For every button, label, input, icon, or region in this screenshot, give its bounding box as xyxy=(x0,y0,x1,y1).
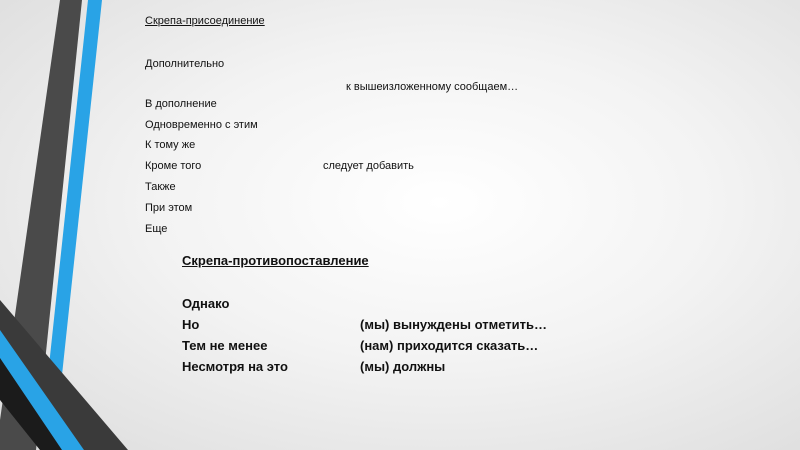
section1-item-5: Кроме того xyxy=(145,160,202,172)
section1-continuation-mid: следует добавить xyxy=(323,160,414,172)
section2-continuation-3: (мы) должны xyxy=(360,359,446,374)
section1-item-2: В дополнение xyxy=(145,98,217,110)
section1-item-7: При этом xyxy=(145,202,193,214)
section1-heading: Скрепа-присоединение xyxy=(145,15,265,27)
section2-item-4: Несмотря на это xyxy=(182,359,288,374)
section1-item-8: Еще xyxy=(145,223,168,235)
section2-item-1: Однако xyxy=(182,296,230,311)
section2-item-3: Тем не менее xyxy=(182,338,268,353)
section2-continuation-2: (нам) приходится сказать… xyxy=(360,338,539,353)
section1-item-3: Одновременно с этим xyxy=(145,119,258,131)
section2-continuation-1: (мы) вынуждены отметить… xyxy=(360,317,547,332)
section1-item-4: К тому же xyxy=(145,139,196,151)
section1-continuation-top: к вышеизложенному сообщаем… xyxy=(346,81,519,93)
section2-heading: Скрепа-противопоставление xyxy=(182,253,369,268)
section1-item-6: Также xyxy=(145,181,176,193)
section2-item-2: Но xyxy=(182,317,200,332)
section1-item-1: Дополнительно xyxy=(145,58,225,70)
